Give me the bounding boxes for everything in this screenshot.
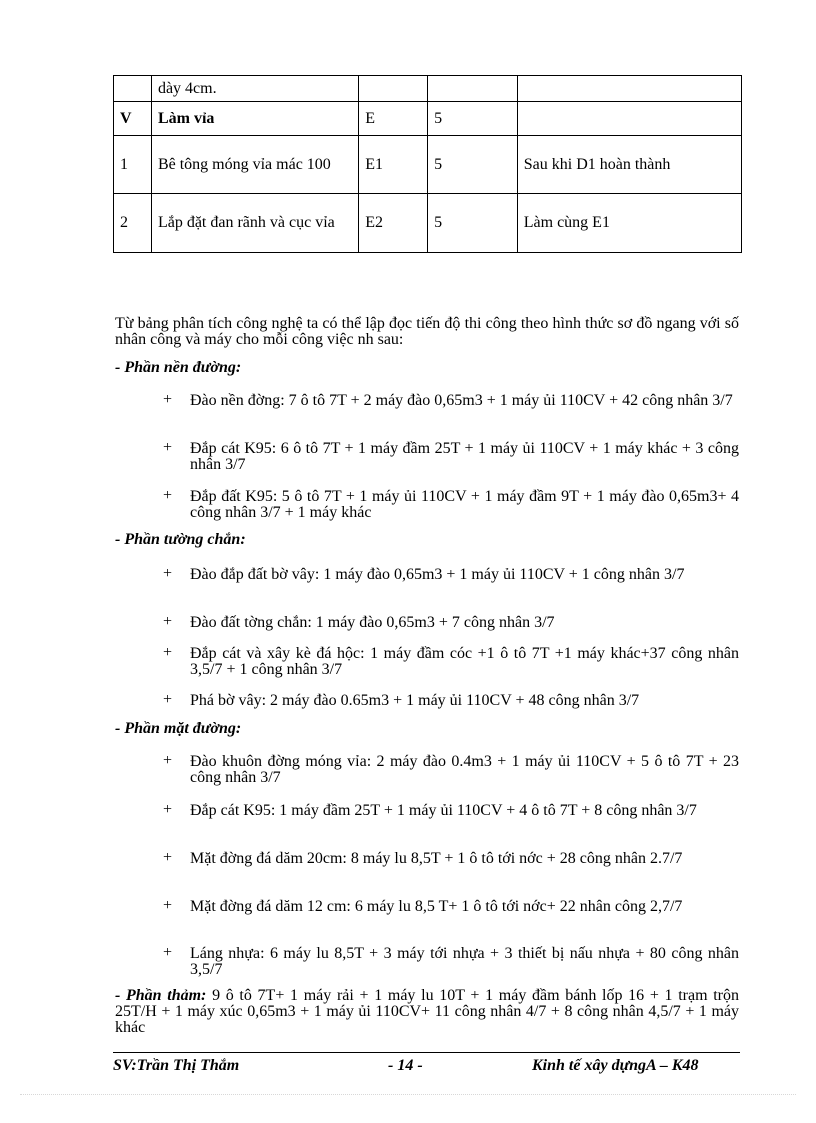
cell-no <box>114 76 152 102</box>
bullet-icon: + <box>163 944 173 961</box>
list-item: + Đắp cát và xây kè đá hộc: 1 máy đầm cóc +1 ô tô 7T +1 máy khác+37 công nhân 3,5/7 + 1 công nhân 3/7 <box>163 644 739 678</box>
cell-work: Làm vỉa <box>151 102 358 136</box>
list-item: + Đào nền đờng: 7 ô tô 7T + 2 máy đào 0,65m3 + 1 máy ủi 110CV + 42 công nhân 3/7 <box>163 391 733 409</box>
list-item: + Phá bờ vây: 2 máy đào 0.65m3 + 1 máy ủi 110CV + 48 công nhân 3/7 <box>163 691 640 709</box>
list-item: + Láng nhựa: 6 máy lu 8,5T + 3 máy tới nhựa + 3 thiết bị nấu nhựa + 80 công nhân 3,5/7 <box>163 944 739 978</box>
cell-note: Làm cùng E1 <box>517 194 741 253</box>
table-row <box>114 194 742 253</box>
table-row <box>114 76 742 102</box>
cell-days <box>428 76 518 102</box>
cell-no: V <box>114 102 152 136</box>
bullet-icon: + <box>163 691 173 708</box>
bullet-icon: + <box>163 391 173 408</box>
list-item: + Đào khuôn đờng móng vỉa: 2 máy đào 0.4m3 + 1 máy ủi 110CV + 5 ô tô 7T + 23 công nhân 3/7 <box>163 752 739 786</box>
bullet-icon: + <box>163 439 173 456</box>
footer-author: SV:Trần Thị Thắm <box>113 1057 240 1074</box>
heading-nen-duong: - Phần nền đường: <box>115 359 242 376</box>
heading-tham: - Phần thảm: <box>115 987 207 1004</box>
bullet-icon: + <box>163 897 173 914</box>
cell-no: 1 <box>114 136 152 194</box>
table-row <box>114 136 742 194</box>
list-item: + Mặt đờng đá dăm 12 cm: 6 máy lu 8,5 T+ 1 ô tô tới nớc+ 22 nhân công 2,7/7 <box>163 897 683 915</box>
bullet-icon: + <box>163 752 173 769</box>
heading-mat-duong: - Phần mặt đường: <box>115 720 242 737</box>
table-row <box>114 102 742 136</box>
cell-work: dày 4cm. <box>151 76 358 102</box>
bullet-icon: + <box>163 801 173 818</box>
list-item: + Đắp đất K95: 5 ô tô 7T + 1 máy ủi 110CV + 1 máy đầm 9T + 1 máy đào 0,65m3+ 4 công nhân 3/7 + 1 máy khác <box>163 487 739 521</box>
list-item: + Mặt đờng đá dăm 20cm: 8 máy lu 8,5T + 1 ô tô tới nớc + 28 công nhân 2.7/7 <box>163 849 683 867</box>
list-item: + Đắp cát K95: 6 ô tô 7T + 1 máy đầm 25T + 1 máy ủi 110CV + 1 máy khác + 3 công nhân 3/7 <box>163 439 739 473</box>
work-table <box>113 75 742 253</box>
cell-code: E1 <box>359 136 428 194</box>
cell-code <box>359 76 428 102</box>
intro-paragraph: Từ bảng phân tích công nghệ ta có thể lập đọc tiến độ thi công theo hình thức sơ đồ ngang với số nhân công và máy cho mỗi công việc nh sau: <box>115 315 739 348</box>
cell-days: 5 <box>428 136 518 194</box>
list-item: + Đắp cát K95: 1 máy đầm 25T + 1 máy ủi 110CV + 4 ô tô 7T + 8 công nhân 3/7 <box>163 801 697 819</box>
cell-note <box>517 76 741 102</box>
cell-note: Sau khi D1 hoàn thành <box>517 136 741 194</box>
bullet-icon: + <box>163 613 173 630</box>
list-item: + Đào đắp đất bờ vây: 1 máy đào 0,65m3 + 1 máy ủi 110CV + 1 công nhân 3/7 <box>163 565 685 583</box>
tham-paragraph: - Phần thảm: 9 ô tô 7T+ 1 máy rải + 1 máy lu 10T + 1 máy đầm bánh lốp 16 + 1 trạm trộn 25T/H + 1 máy xúc 0,65m3 + 1 máy ủi 110CV+ 11 công nhân 4/7 + 8 công nhân 4,5/7 + 1 máy khác <box>115 987 740 1036</box>
bullet-icon: + <box>163 644 173 661</box>
cell-work: Lắp đặt đan rãnh và cục vỉa <box>151 194 358 253</box>
heading-tuong-chan: - Phần tường chắn: <box>115 531 246 548</box>
cell-days: 5 <box>428 102 518 136</box>
cell-code: E2 <box>359 194 428 253</box>
cell-code: E <box>359 102 428 136</box>
page-edge-divider <box>20 1094 796 1095</box>
footer-course: Kinh tế xây dựngA – K48 <box>532 1057 699 1074</box>
cell-no: 2 <box>114 194 152 253</box>
bullet-icon: + <box>163 565 173 582</box>
list-item: + Đào đất tờng chắn: 1 máy đào 0,65m3 + 7 công nhân 3/7 <box>163 613 555 631</box>
footer-divider <box>113 1052 740 1053</box>
bullet-icon: + <box>163 487 173 504</box>
bullet-icon: + <box>163 849 173 866</box>
cell-work: Bê tông móng vỉa mác 100 <box>151 136 358 194</box>
cell-note <box>517 102 741 136</box>
cell-days: 5 <box>428 194 518 253</box>
footer-page-number: - 14 - <box>388 1057 423 1074</box>
